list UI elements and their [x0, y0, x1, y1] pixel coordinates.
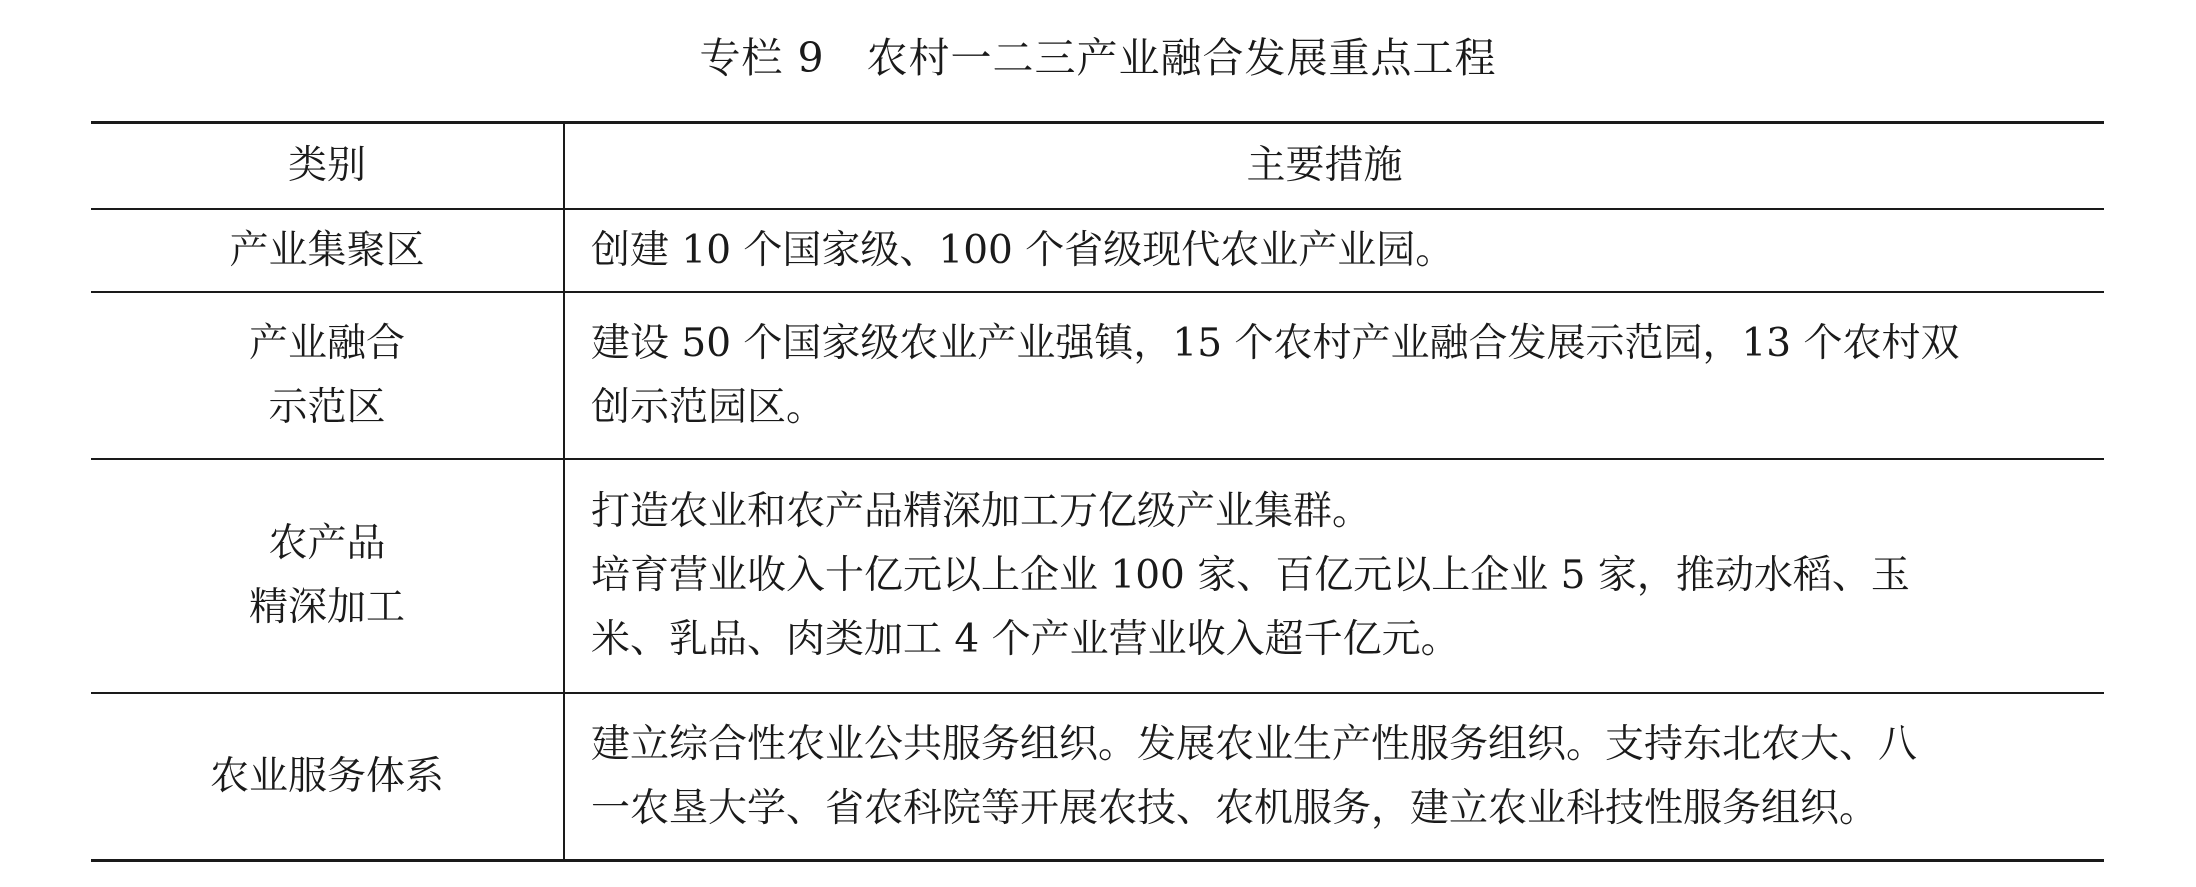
measure-line: 建立综合性农业公共服务组织。发展农业生产性服务组织。支持东北农大、八 — [591, 721, 1918, 767]
category-cell — [91, 693, 564, 861]
measure-cell — [564, 693, 2104, 861]
table-row — [91, 292, 2104, 459]
measure-line: 米、乳品、肉类加工 4 个产业营业收入超千亿元。 — [591, 617, 1460, 662]
header-measures: 主要措施 — [564, 123, 2104, 210]
page-title: 专栏 9 农村一二三产业融合发展重点工程 — [699, 34, 1497, 82]
measure-line: 培育营业收入十亿元以上企业 100 家、百亿元以上企业 5 家，推动水稻、玉 — [591, 553, 1910, 598]
measure-line: 建设 50 个国家级农业产业强镇，15 个农村产业融合发展示范园，13 个农村双 — [591, 320, 1960, 366]
category-line: 精深加工 — [248, 585, 405, 630]
table-row — [91, 209, 2104, 292]
header-category: 类别 — [91, 123, 564, 210]
category-line: 产业融合 — [248, 320, 405, 366]
measure-cell — [564, 292, 2104, 459]
category-cell — [91, 209, 564, 292]
measure-cell — [564, 459, 2104, 693]
table-row — [91, 693, 2104, 861]
measure-cell — [564, 209, 2104, 292]
category-line: 农产品 — [268, 521, 386, 566]
table-header-row — [91, 123, 2104, 210]
measure-line: 创示范园区。 — [591, 384, 826, 430]
measures-table — [91, 121, 2104, 862]
measure-line: 一农垦大学、省农科院等开展农技、农机服务，建立农业科技性服务组织。 — [591, 785, 1879, 831]
table-row — [91, 459, 2104, 693]
category-line: 农业服务体系 — [209, 753, 444, 799]
measure-line: 创建 10 个国家级、100 个省级现代农业产业园。 — [591, 227, 1455, 273]
category-line: 产业集聚区 — [229, 227, 425, 273]
category-cell — [91, 292, 564, 459]
category-line: 示范区 — [268, 384, 386, 430]
category-cell — [91, 459, 564, 693]
measure-line: 打造农业和农产品精深加工万亿级产业集群。 — [591, 489, 1372, 534]
